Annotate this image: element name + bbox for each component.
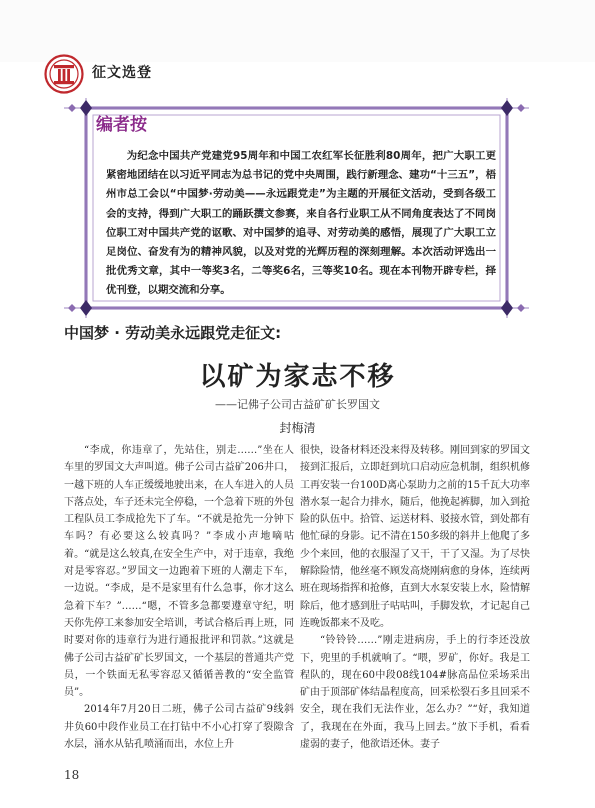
- article-paragraph: 2014年7月20日二班，佛子公司古益矿9线斜井负60中段作业员工在打钻中不小心打穿了裂隙含水层，涌水从钻孔喷涌而出，水位上升: [64, 704, 294, 751]
- article-title: 以矿为家志不移: [199, 362, 396, 392]
- column-heading: 中国梦 · 劳动美永远跟党走征文:: [64, 324, 282, 342]
- article-column-left: [64, 442, 294, 753]
- section-label: 征文选登: [92, 65, 152, 81]
- editor-note-title: 编者按: [96, 115, 147, 135]
- article-paragraph: 很快，设备材料还没来得及转移。刚回到家的罗国文接到汇报后，立即赶到坑口启动应急机制，组织机修工再安装一台100D离心泵助力之前的15千瓦大功率潜水泵一起合力排水，随后，他挽起裤脚，加入到抢险的队伍中。拾管、运送材料、驳接水管，到处都有他忙碌的身影。记不清在150多级的斜井上他爬了多少个来回，他的衣服湿了又干，干了又湿。为了尽快解除险情，他丝毫不顾发高烧刚病愈的身体，连续两班在现场指挥和抢修，直到大水泵安装上水，险情解除后，他才感到肚子咕咕叫，手脚发软，才记起自己连晚饭都来不及吃。: [300, 445, 530, 629]
- union-emblem-icon: [44, 54, 84, 94]
- article-author: 封梅清: [279, 421, 316, 435]
- article-paragraph: “李成，你违章了，先站住，别走……”坐在人车里的罗国文大声叫道。佛子公司古益矿206井口，一越下班的人车正缓缓地驶出来，在人车进入的人员下落点处，车子还未完全停稳，一个急着下班的外包工程队员工李成抢先下了车。“不就是抢先一分钟下车吗？有必要这么较真吗？”李成小声地嘀咕着。“就是这么较真,在安全生产中，对于违章，我绝对是零容忍。”罗国文一边跑着下班的人潮走下车，一边说。“李成，是不是家里有什么急事，你才这么急着下车？”……“嗯，不管多急都要遵章守纪，明天你先停工来参加安全培训，考试合格后再上班，同时要对你的违章行为进行通报批评和罚款。”这就是佛子公司古益矿矿长罗国文，一个基层的普通共产党员，一个铁面无私零容忍又循循善教的“安全监管员”。: [64, 445, 294, 699]
- editor-note-body: 为纪念中国共产党建党95周年和中国工农红军长征胜利80周年，把广大职工更紧密地团结在以习近平同志为总书记的党中央周围，践行新理念、建功“十三五”，梧州市总工会以“中国梦·劳动美——永远跟党走”为主题的开展征文活动，受到各级工会的支持，得到广大职工的踊跃撰文参赛，来自各行业职工从不同角度表达了不同岗位职工对中国共产党的讴歌、对中国梦的追寻、对劳动美的感悟，展现了广大职工立足岗位、奋发有为的精神风貌，以及对党的光辉历程的深刻理解。本次活动评选出一批优秀文章，其中一等奖3名，二等奖6名，三等奖10名。现在本刊物开辟专栏，择优刊登，以期交流和分享。: [106, 150, 496, 297]
- article-column-right: [300, 442, 530, 753]
- header-band: [0, 0, 595, 62]
- page-number: 18: [64, 768, 80, 782]
- article-paragraph: “铃铃铃……”刚走进病房，手上的行李还没放下，兜里的手机就响了。“喂，罗矿，你好。我是工程队的，现在60中段08线104#脉高品位采场采出矿由于顶部矿体结晶程度高，回采松裂石多且回采不安全，现在我们无法作业，怎么办？”“好，我知道了，我现在在外面，我马上回去。”放下手机，看看虚弱的妻子，他欲语还休。妻子: [300, 635, 530, 751]
- article-subtitle: ——记佛子公司古益矿矿长罗国文: [215, 398, 380, 411]
